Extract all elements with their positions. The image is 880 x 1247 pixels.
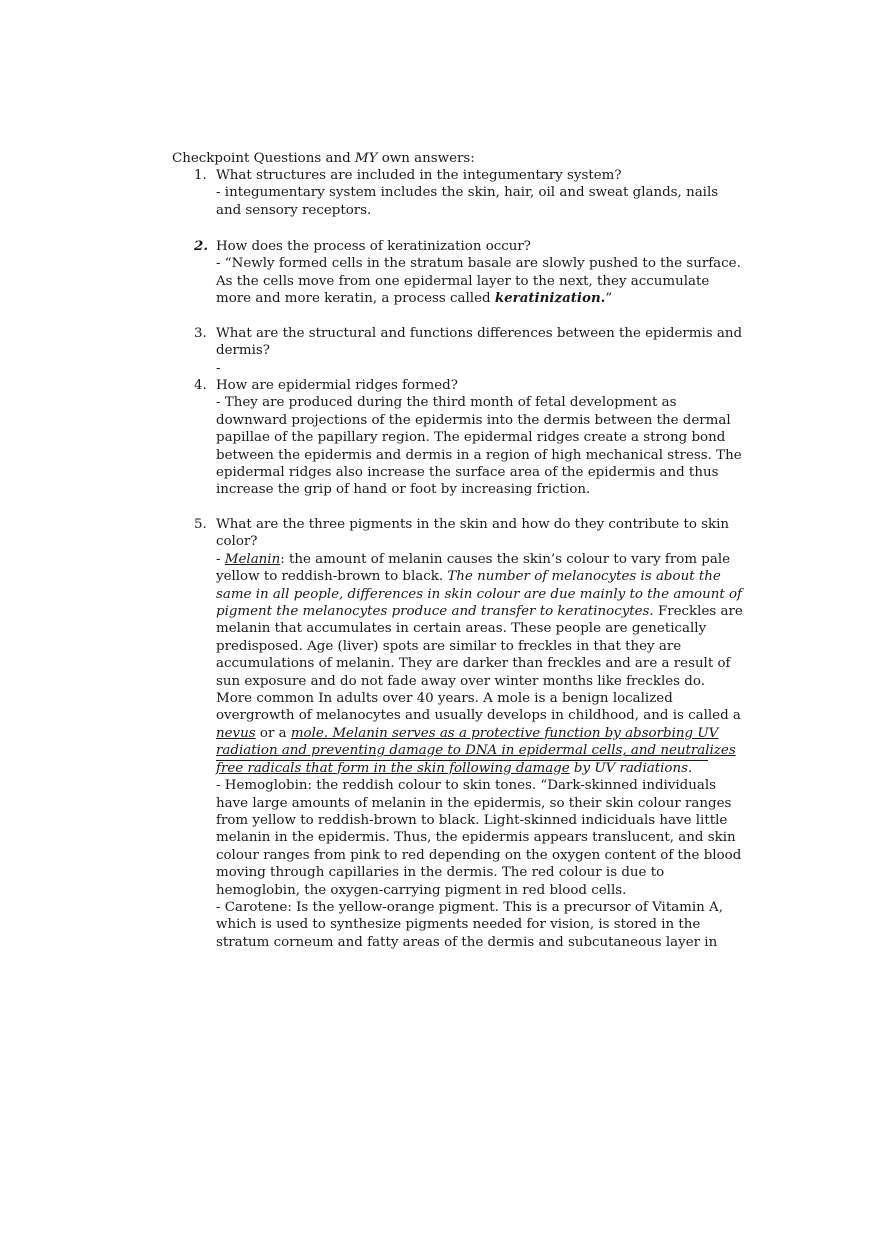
- melanin-text: or a: [255, 725, 291, 741]
- question-number: 4.: [194, 378, 207, 393]
- melanin-line: [216, 603, 743, 620]
- question-text: What are the three pigments in the skin and how do they contribute to skin: [216, 517, 730, 532]
- answer-line: epidermal ridges also increase the surface area of the epidermis and thus: [216, 465, 719, 481]
- melanin-text: More common In adults over 40 years. A mole is a benign localized: [216, 691, 673, 707]
- answer-line: between the epidermis and dermis in a region of high mechanical stress. The: [216, 447, 742, 463]
- answer-line: downward projections of the epidermis into the dermis between the dermal: [216, 412, 731, 428]
- melanin-italic-underlined: mole. Melanin serves as a protective function by absorbing UV: [290, 725, 719, 741]
- question-text: What structures are included in the integumentary system?: [216, 168, 622, 183]
- answer-line: - They are produced during the third month of fetal development as: [216, 395, 677, 411]
- question-2: [172, 238, 741, 308]
- question-number: 2.: [194, 238, 208, 254]
- question-text: How does the process of keratinization occur?: [216, 239, 531, 254]
- question-text: How are epidermial ridges formed?: [216, 378, 458, 393]
- melanin-italic-underlined: free radicals that form in the skin following damage: [216, 760, 570, 776]
- hemoglobin-line: from yellow to reddish-brown to black. Light-skinned indiciduals have little: [216, 812, 728, 828]
- keratinization-term: keratinization.: [494, 290, 606, 307]
- melanin-text: overgrowth of melanocytes and usually develops in childhood, and is called a: [216, 708, 741, 724]
- answer-line: -: [216, 360, 221, 376]
- melanin-term: Melanin: [224, 551, 281, 567]
- answer-line: As the cells move from one epidermal layer to the next, they accumulate: [216, 273, 710, 289]
- answer-text: more and more keratin, a process called: [216, 291, 495, 307]
- melanin-text: sun exposure and do not fade away over winter months like freckles do.: [216, 673, 705, 689]
- question-3: [172, 325, 743, 377]
- heading-text: Checkpoint Questions and: [172, 151, 355, 166]
- melanin-line: [216, 551, 731, 568]
- answer-line: [216, 290, 710, 307]
- melanin-italic: by UV radiations.: [569, 760, 693, 776]
- question-5: [172, 516, 743, 951]
- heading-text-end: own answers:: [377, 151, 475, 166]
- hemoglobin-line: moving through capillaries in the dermis. The red colour is due to: [216, 865, 665, 881]
- carotene-line: which is used to synthesize pigments needed for vision, is stored in the: [216, 917, 701, 933]
- question-number: 5.: [194, 517, 207, 532]
- hemoglobin-line: have large amounts of melanin in the epidermis, so their skin colour ranges: [216, 795, 732, 811]
- page-heading: [172, 150, 475, 167]
- heading-emphasis: MY: [354, 151, 378, 166]
- melanin-text: Freckles are: [653, 604, 743, 620]
- melanin-italic: same in all people, differences in skin colour are due mainly to the amount of: [216, 586, 742, 602]
- question-text: What are the structural and functions differences between the epidermis and: [216, 326, 743, 341]
- question-1: [172, 167, 719, 219]
- nevus-term: nevus: [216, 725, 256, 741]
- underline-rule: [216, 760, 708, 761]
- melanin-line: [216, 725, 719, 742]
- answer-line: - “Newly formed cells in the stratum basale are slowly pushed to the surface.: [216, 256, 741, 272]
- question-text: color?: [216, 534, 258, 550]
- melanin-line: [216, 760, 710, 777]
- melanin-line: [216, 568, 721, 585]
- melanin-italic-underlined: radiation and preventing damage to DNA in epidermal cells, and neutralizes: [216, 743, 736, 759]
- melanin-text: melanin that accumulates in certain areas. These people are genetically: [216, 621, 707, 637]
- question-number: 1.: [194, 168, 207, 183]
- melanin-text: predisposed. Age (liver) spots are similar to freckles in that they are: [216, 638, 682, 654]
- carotene-line: - Carotene: Is the yellow-orange pigment. This is a precursor of Vitamin A,: [216, 899, 723, 915]
- melanin-text: yellow to reddish-brown to black.: [216, 569, 448, 585]
- melanin-text: accumulations of melanin. They are darker than freckles and are a result of: [216, 656, 731, 672]
- question-4: [172, 377, 742, 499]
- answer-line: and sensory receptors.: [216, 202, 372, 218]
- melanin-italic: The number of melanocytes is about the: [447, 569, 721, 585]
- closing-quote: ”: [605, 291, 613, 307]
- answer-line: - integumentary system includes the skin, hair, oil and sweat glands, nails: [216, 185, 719, 201]
- melanin-text: : the amount of melanin causes the skin’s colour to vary from pale: [280, 551, 731, 567]
- hemoglobin-line: hemoglobin, the oxygen-carrying pigment in red blood cells.: [216, 882, 627, 898]
- hemoglobin-line: melanin in the epidermis. Thus, the epidermis appears translucent, and skin: [216, 830, 736, 846]
- melanin-italic: pigment the melanocytes produce and transfer to keratinocytes.: [216, 604, 654, 620]
- question-text: dermis?: [216, 343, 270, 359]
- answer-line: papillae of the papillary region. The epidermal ridges create a strong bond: [216, 430, 726, 446]
- answer-line: increase the grip of hand or foot by increasing friction.: [216, 482, 591, 498]
- carotene-line: stratum corneum and fatty areas of the dermis and subcutaneous layer in: [216, 934, 718, 950]
- question-number: 3.: [194, 326, 207, 341]
- hemoglobin-line: - Hemoglobin: the reddish colour to skin tones. “Dark-skinned individuals: [216, 778, 716, 794]
- dash: -: [216, 551, 225, 567]
- hemoglobin-line: colour ranges from pink to red depending on the oxygen content of the blood: [216, 847, 742, 863]
